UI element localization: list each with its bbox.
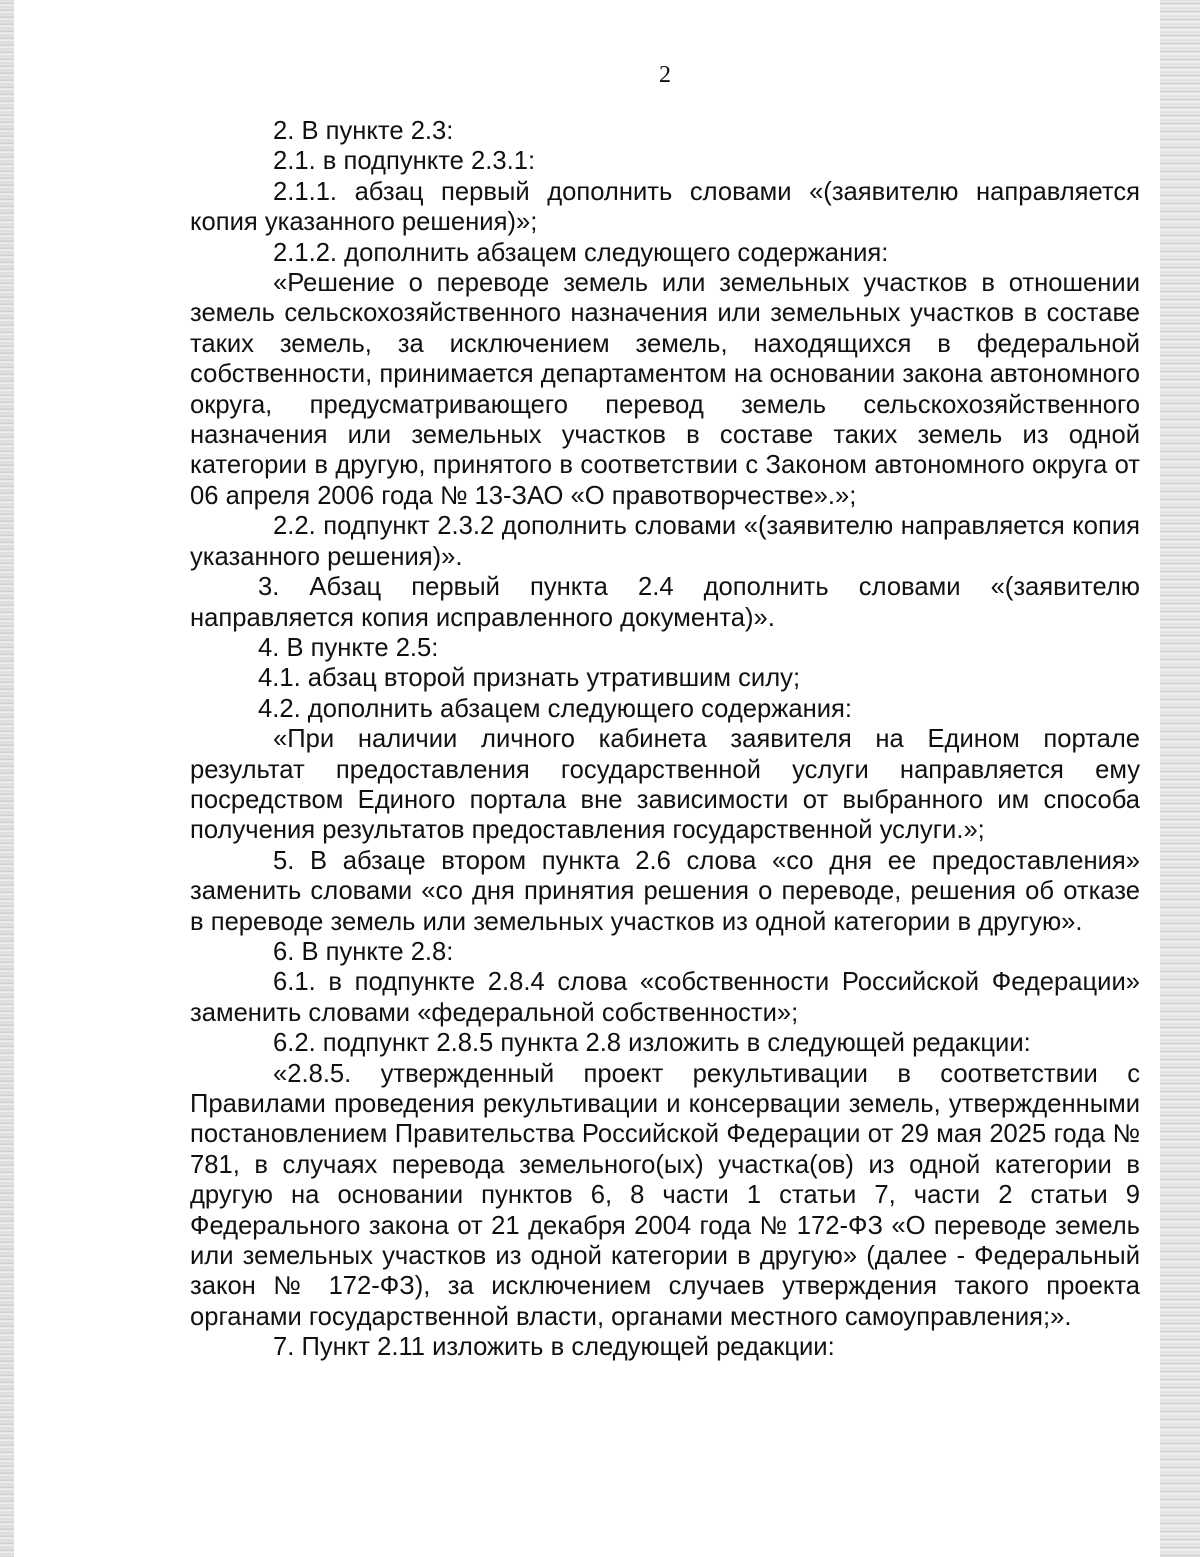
paragraph: 6. В пункте 2.8:	[273, 937, 454, 966]
paragraph: 2.1.2. дополнить абзацем следующего содержания:	[273, 238, 889, 267]
paragraph: 4. В пункте 2.5:	[258, 633, 439, 662]
paragraph: 2.1.1. абзац первый дополнить словами «(заявителю направляется копия указанного решения)»;	[190, 177, 1140, 237]
page-number: 2	[659, 62, 671, 88]
paragraph: 6.2. подпункт 2.8.5 пункта 2.8 изложить в следующей редакции:	[273, 1029, 1031, 1058]
document-body	[190, 116, 1140, 1363]
paragraph: 2.1. в подпункте 2.3.1:	[273, 147, 536, 176]
paragraph: 7. Пункт 2.11 изложить в следующей редакции:	[273, 1333, 835, 1362]
paragraph: 4.1. абзац второй признать утратившим силу;	[258, 664, 801, 693]
paragraph: 2. В пункте 2.3:	[273, 117, 454, 145]
paragraph: «Решение о переводе земель или земельных участков в отношении земель сельскохозяйственного назначения или земельных участков в составе таких земель, за исключением земель, находящихся в федеральной собственности, принимается департаментом на основании закона автономного округа, предусматривающего перевод земель сельскохозяйственного назначения или земельных участков в составе таких земель из одной категории в другую, принятого в соответствии с Законом автономного округа от 06 апреля 2006 года № 13-ЗАО «О правотворчестве».»;	[190, 269, 1140, 510]
paragraph: «При наличии личного кабинета заявителя на Едином портале результат предоставления государственной услуги направляется ему посредством Единого портала вне зависимости от выбранного им способа получения результатов предоставления государственной услуги.»;	[190, 725, 1140, 845]
paragraph: 5. В абзаце втором пункта 2.6 слова «со дня ее предоставления» заменить словами «со дня принятия решения о переводе, решения об отказе в переводе земель или земельных участков из одной категории в другую».	[190, 846, 1140, 936]
scan-edge-right	[1160, 0, 1200, 1557]
paragraph: 2.2. подпункт 2.3.2 дополнить словами «(заявителю направляется копия указанного решения)».	[190, 512, 1140, 571]
paragraph: 4.2. дополнить абзацем следующего содержания:	[258, 694, 853, 723]
paragraph: 3. Абзац первый пункта 2.4 дополнить словами «(заявителю направляется копия исправленного документа)».	[190, 573, 1140, 632]
scan-edge-left	[0, 0, 14, 1557]
paragraph: 6.1. в подпункте 2.8.4 слова «собственности Российской Федерации» заменить словами «федеральной собственности»;	[190, 968, 1140, 1027]
paragraph: «2.8.5. утвержденный проект рекультивации в соответствии с Правилами проведения рекультивации и консервации земель, утвержденными постановлением Правительства Российской Федерации от 29 мая 2025 года № 781, в случаях перевода земельного(ых) участка(ов) из одной категории в другую на основании пунктов 6, 8 части 1 статьи 7, части 2 статьи 9 Федерального закона от 21 декабря 2004 года № 172-ФЗ «О переводе земель или земельных участков из одной категории в другую» (далее - Федеральный закон № 172-ФЗ), за исключением случаев утверждения такого проекта органами государственной власти, органами местного самоуправления;».	[190, 1059, 1140, 1331]
